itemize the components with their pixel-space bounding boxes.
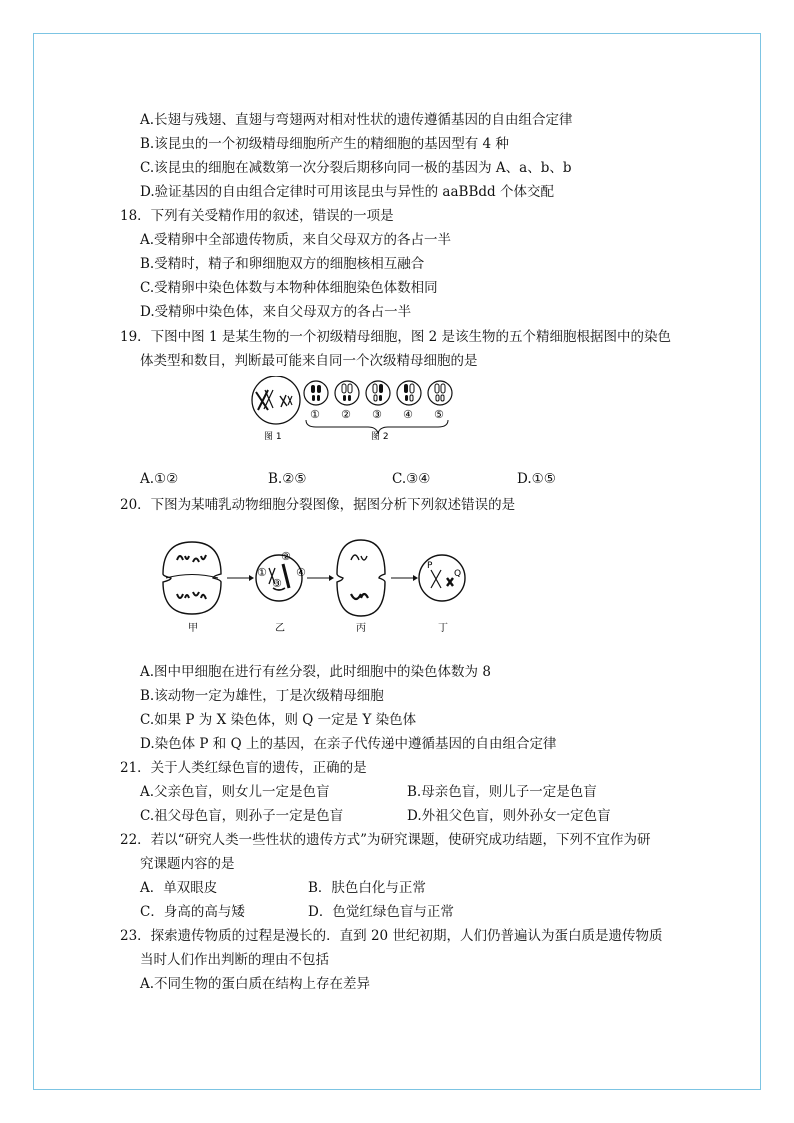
cell-label-jia: 甲 xyxy=(188,623,198,634)
q18-option-a: A.受精卵中全部遗传物质，来自父母双方的各占一半 xyxy=(140,232,452,248)
q19-option-d: D.①⑤ xyxy=(517,471,556,487)
q18-option-d: D.受精卵中染色体，来自父母双方的各占一半 xyxy=(140,304,412,320)
q17-option-b: B.该昆虫的一个初级精母细胞所产生的精细胞的基因型有 4 种 xyxy=(140,136,509,152)
fig2-number-1: ① xyxy=(310,408,320,421)
chrom-mark-2: ② xyxy=(281,550,291,563)
q22-stem-line1: 22．若以“研究人类一些性状的遗传方式”为研究课题，使研究成功结题，下列不宜作为研 xyxy=(120,832,651,848)
q19-stem-line1: 19．下图中图 1 是某生物的一个初级精母细胞，图 2 是该生物的五个精细胞根据图中的染色 xyxy=(120,329,672,345)
label-q: Q xyxy=(454,569,462,579)
chrom-mark-1: ① xyxy=(257,566,267,579)
q22-option-d: D．色觉红绿色盲与正常 xyxy=(308,904,454,920)
q20-option-c: C.如果 P 为 X 染色体，则 Q 一定是 Y 染色体 xyxy=(140,712,417,728)
label-p: P xyxy=(427,561,433,571)
chrom-mark-4: ④ xyxy=(296,566,306,579)
q21-option-b: B.母亲色盲，则儿子一定是色盲 xyxy=(407,784,597,800)
q18-option-b: B.受精时，精子和卵细胞双方的细胞核相互融合 xyxy=(140,256,425,272)
fig2-cell-1 xyxy=(304,381,328,405)
fig2-number-4: ④ xyxy=(403,408,413,421)
q17-option-c: C.该昆虫的细胞在减数第一次分裂后期移向同一极的基因为 A、a、b、b xyxy=(140,160,572,176)
fig1-cell xyxy=(252,376,300,424)
fig2-cell-2 xyxy=(335,381,359,405)
cell-label-ding: 丁 xyxy=(438,623,448,634)
q21-option-d: D.外祖父色盲，则外孙女一定色盲 xyxy=(407,808,611,824)
q23-stem-line1: 23．探索遗传物质的过程是漫长的．直到 20 世纪初期，人们仍普遍认为蛋白质是遗传物质 xyxy=(120,928,663,944)
fig2-cell-5 xyxy=(428,381,452,405)
q21-stem: 21．关于人类红绿色盲的遗传，正确的是 xyxy=(120,760,367,776)
fig2-number-2: ② xyxy=(341,408,351,421)
chrom-mark-3: ③ xyxy=(272,577,282,590)
q19-option-a: A.①② xyxy=(140,471,179,487)
q21-option-c: C.祖父母色盲，则孙子一定是色盲 xyxy=(140,808,344,824)
cell-bing xyxy=(337,540,385,616)
q20-figure xyxy=(155,538,485,636)
fig2-number-3: ③ xyxy=(372,408,382,421)
q20-stem: 20．下图为某哺乳动物细胞分裂图像，据图分析下列叙述错误的是 xyxy=(120,497,516,513)
q22-stem-line2: 究课题内容的是 xyxy=(140,856,235,872)
fig2-cell-3 xyxy=(366,381,390,405)
q22-option-c: C．身高的高与矮 xyxy=(140,904,245,920)
cell-label-yi: 乙 xyxy=(275,623,285,634)
q20-option-d: D.染色体 P 和 Q 上的基因，在亲子代传递中遵循基因的自由组合定律 xyxy=(140,736,557,752)
q20-option-a: A.图中甲细胞在进行有丝分裂，此时细胞中的染色体数为 8 xyxy=(140,664,491,680)
q20-option-b: B.该动物一定为雄性，丁是次级精母细胞 xyxy=(140,688,384,704)
fig1-label: 图 1 xyxy=(264,432,282,442)
q19-stem-line2: 体类型和数目，判断最可能来自同一个次级精母细胞的是 xyxy=(140,353,478,369)
q19-option-c: C.③④ xyxy=(392,471,431,487)
fig2-number-5: ⑤ xyxy=(434,408,444,421)
q18-option-c: C.受精卵中染色体数与本物种体细胞染色体数相同 xyxy=(140,280,438,296)
q22-option-a: A．单双眼皮 xyxy=(140,880,218,896)
q18-stem: 18．下列有关受精作用的叙述，错误的一项是 xyxy=(120,208,394,224)
fig2-label: 图 2 xyxy=(371,432,389,442)
q19-figure xyxy=(240,376,470,446)
fig2-cell-4 xyxy=(397,381,421,405)
q19-option-b: B.②⑤ xyxy=(268,471,307,487)
cell-jia xyxy=(163,542,221,614)
q17-option-a: A.长翅与残翅、直翅与弯翅两对相对性状的遗传遵循基因的自由组合定律 xyxy=(140,112,573,128)
q23-option-a: A.不同生物的蛋白质在结构上存在差异 xyxy=(140,976,371,992)
q22-option-b: B．肤色白化与正常 xyxy=(308,880,426,896)
q21-option-a: A.父亲色盲，则女儿一定是色盲 xyxy=(140,784,330,800)
cell-label-bing: 丙 xyxy=(356,623,366,634)
q17-option-d: D.验证基因的自由组合定律时可用该昆虫与异性的 aaBBdd 个体交配 xyxy=(140,184,554,200)
q23-stem-line2: 当时人们作出判断的理由不包括 xyxy=(140,952,329,968)
